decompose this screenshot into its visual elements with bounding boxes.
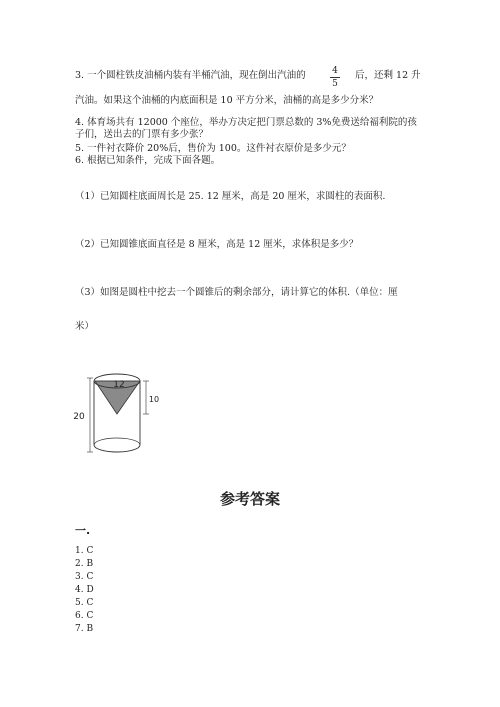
q3-line2: 汽油。如果这个油桶的内底面积是 10 平方分米，油桶的高是多少分米？ — [75, 95, 379, 106]
q4-line1: 4. 体育场共有 12000 个座位，举办方决定把门票总数的 3%免费送给福利院的孩 — [75, 117, 417, 128]
q6: 6. 根据已知条件，完成下面各题。 — [75, 155, 221, 166]
label-height: 20 — [73, 412, 85, 422]
answer-item-6: 6. C — [75, 611, 94, 621]
cylinder-cone-figure — [70, 368, 170, 460]
sub-question-1: （1）已知圆柱底面周长是 25. 12 厘米，高是 20 厘米，求圆柱的表面积. — [75, 191, 386, 202]
q3-line1-a: 3. 一个圆柱铁皮油桶内装有半桶汽油，现在倒出汽油的 — [75, 70, 306, 81]
answer-item-3: 3. C — [75, 572, 94, 582]
q3-fraction-denominator: 5 — [332, 79, 338, 89]
answer-item-4: 4. D — [75, 585, 94, 595]
answer-item-2: 2. B — [75, 559, 94, 569]
answers-title: 参考答案 — [219, 490, 280, 508]
q3-fraction — [329, 66, 341, 89]
label-diameter: 12 — [113, 380, 125, 390]
q5: 5. 一件衬衣降价 20%后，售价为 100。这件衬衣原价是多少元？ — [75, 143, 351, 154]
q3-fraction-numerator: 4 — [332, 66, 338, 76]
sub-question-3-line1: （3）如图是圆柱中挖去一个圆锥后的剩余部分，请计算它的体积.（单位：厘 — [75, 287, 398, 298]
label-cone-height: 10 — [148, 395, 160, 404]
q3-line1-b: 后，还剩 12 升 — [355, 70, 421, 81]
answers-section-label: 一. — [75, 524, 91, 537]
cylinder-bottom-front — [94, 445, 140, 452]
sub-question-3-line2: 米） — [75, 321, 95, 332]
answer-item-5: 5. C — [75, 598, 94, 608]
q4-line2: 子们，送出去的门票有多少张？ — [75, 129, 209, 140]
cylinder-bottom-back — [94, 438, 140, 445]
answer-item-1: 1. C — [75, 546, 94, 556]
answer-item-7: 7. B — [75, 624, 94, 634]
fraction-bar — [330, 77, 340, 78]
sub-question-2: （2）已知圆锥底面直径是 8 厘米，高是 12 厘米，求体积是多少？ — [75, 239, 359, 250]
